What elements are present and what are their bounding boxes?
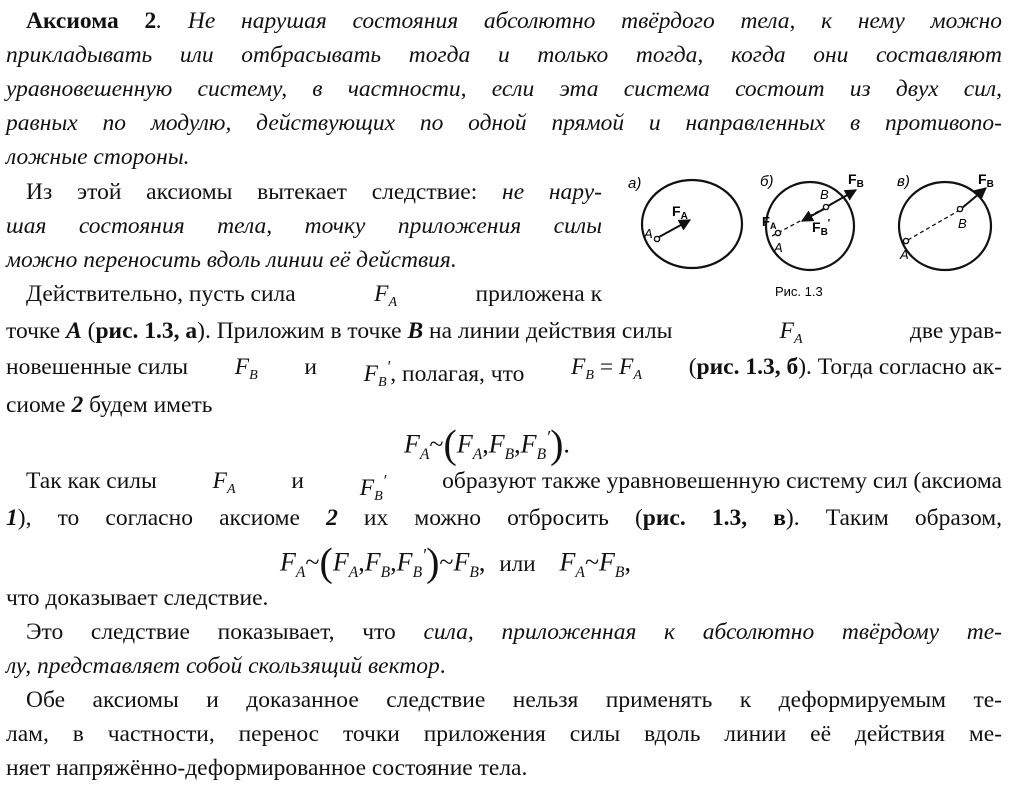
fig-a-point-a [654,236,659,241]
figure-1-3 [612,166,1007,306]
fig-b-force-fb [828,190,856,206]
math-FA-3: $F_A$ [212,468,236,497]
para4-line-1: Обе аксиомы и доказанное следствие нельзя применять к деформируемым те- [26,687,1002,713]
fig-label-c: в) [897,173,910,190]
fig-a-body [642,180,742,268]
fig-ref-c: рис. 1.3, в [642,505,786,531]
proof-text-4a: Действительно, пусть сила [26,281,296,307]
para2-line-1: Так как силы $F_A$ и $F_B'$ образуют также уравновешенную систему сил (аксиома [26,466,1002,511]
axiom-2-ref: 2 [71,392,84,418]
axiom-line-4: равных по модулю, действующих по одной прямой и направленных в противопо- [6,110,1002,136]
consequence-line-3: можно переносить вдоль линии её действия. [6,247,457,273]
equation-2: $F_A\sim(F_A,F_B,F_B')\sim F_B$, или $F_A\sim F_B$, [280,539,631,585]
proof-text-6a: новешенные силы [6,354,189,380]
fig-b-label-fa: $F_A$ [762,214,777,231]
fig-c-point-a [903,238,908,243]
para3-line-1: Это следствие показывает, что сила, приложенная к абсолютно твёрдому те- [26,619,1002,645]
consequence-plain: Из этой аксиомы вытекает следствие: [26,179,503,205]
proof-line-7: сиоме 2 будем иметь [6,392,213,418]
fig-c-action-line [908,211,958,240]
fig-label-a: а) [628,175,642,192]
math-FB-eq-FA: $F_B = F_A$ [571,354,642,383]
math-FA-1: $F_A$ [374,281,398,310]
para3-italic-2: лу, представляет собой скользящий вектор [6,653,440,679]
proof-line-4 [26,279,602,317]
para3-line-2: лу, представляет собой скользящий вектор. [6,653,446,679]
proof-text-4b: приложена к [475,281,602,307]
math-FB-prime-1: $F_B'$, полагая, что [363,357,525,390]
point-b-label: B [407,318,424,344]
para2-line-2: 1), то согласно аксиоме 2 их можно отбросить (рис. 1.3, в). Таким образом, [6,505,1002,531]
fig-c-label-b: B [958,216,967,231]
fig-b-label-b: B [820,187,829,202]
fig-label-b: б) [760,173,774,190]
fig-a-label-f: $F_A$ [672,203,688,222]
axiom-text-1: . Не нарушая состояния абсолютно твёрдого тела, к нему можно [156,8,1003,34]
axiom-line-3: уравновешенную систему, в частности, если эта система состоит из двух сил, [6,76,1002,102]
axiom-1-ref: 1 [6,505,18,531]
proof-text-5a: точке [6,318,67,344]
equation-1: $F_A\sim(F_A,F_B,F_B')$. [404,421,570,467]
consequence-line-1 [26,177,602,207]
axiom-line-5: ложные стороны. [6,144,190,170]
point-a-label: A [66,318,82,344]
fig-ref-a: рис. 1.3, а [95,318,198,344]
fig-a-force-arrow [659,220,690,237]
fig-b-body [766,182,854,270]
para4-line-2: лам, в частности, перенос точки приложения силы вдоль линии её действия ме- [6,721,1002,747]
axiom-line-1 [26,6,1002,36]
para2-line-3: что доказывает следствие. [6,585,269,611]
fig-ref-b: рис. 1.3, б [696,354,799,380]
para2-text-1c: образуют также уравновешенную систему сил (аксиома [442,468,1002,494]
axiom-2-ref-2: 2 [326,505,338,531]
fig-c-label-fb: $F_B$ [978,171,994,190]
math-FB-1: $F_B$ [234,354,258,383]
para3-italic-1: сила, приложенная к абсолютно твёрдому те- [423,619,1002,645]
fig-b-label-a: A [774,240,783,255]
fig-a-label-a: A [644,226,653,241]
consequence-italic-1: не нару- [502,179,602,205]
math-FA-2: $F_A$ [779,318,803,347]
fig-c-label-a: A [900,247,909,262]
or-word: или [499,550,536,576]
axiom-title: Аксиома 2 [26,8,157,34]
fig-b-label-fb: $F_B$ [848,171,864,190]
proof-line-5: точке A (рис. 1.3, а). Приложим в точке B на линии действия силы $F_A$ две урав- [6,316,1002,354]
para4-line-3: няет напряжённо-деформированное состояние тела. [6,755,528,781]
proof-line-6: новешенные силы $F_B$ и $F_B'$, полагая, что $F_B = F_A$ (рис. 1.3, б). Тогда согласно ак- [6,352,1002,397]
para2-text-1a: Так как силы [26,468,157,494]
fig-b-point-a [775,230,780,235]
axiom-line-2: прикладывать или отбрасывать тогда и только тогда, когда они составляют [6,42,1002,68]
math-FB-prime-2: $F_B'$ [359,471,387,504]
proof-text-5e: две урав- [909,318,1002,344]
fig-b-label-fb-prime: $F_B'$ [812,218,831,238]
figure-caption: Рис. 1.3 [775,284,823,299]
consequence-line-2: шая состояния тела, точку приложения силы [6,213,602,239]
